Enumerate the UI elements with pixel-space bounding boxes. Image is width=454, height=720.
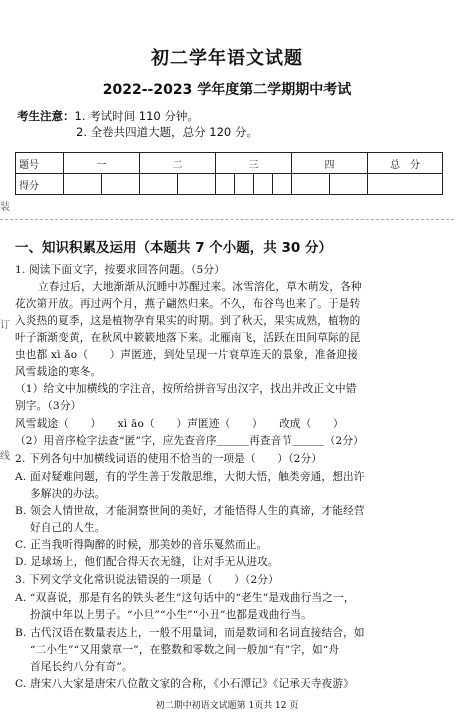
- score-cell[interactable]: [273, 174, 292, 195]
- score-table-header-row: [16, 153, 443, 174]
- score-cell[interactable]: [178, 174, 216, 195]
- exam-title: 初二学年语文试题: [151, 48, 303, 69]
- q3-option-b-cont: “二小生”“又用蒙章一”，在整数和零数之间一般加“有”字，如“舟: [30, 644, 340, 656]
- q3-option-a-cont: 扮演中年以上男子。“小旦”“小生”“小丑”也都是戏曲行当。: [30, 609, 312, 621]
- q3-option-c: C. 唐宋八大家是唐宋八位散文家的合称，《小石潭记》《记承天寺夜游》: [15, 678, 355, 690]
- score-cell[interactable]: [216, 174, 235, 195]
- binding-mark-ding: 订: [0, 320, 10, 331]
- q1-stem: 1. 阅读下面文字，按要求回答问题。（5分）: [15, 264, 226, 276]
- notice-label: 考生注意：: [17, 109, 75, 123]
- page-footer: 初二期中初语文试题第 1页共 12 页: [155, 701, 299, 711]
- exam-subtitle: 2022--2023 学年度第二学期期中考试: [102, 82, 352, 98]
- binding-mark-zhuang: 装: [0, 202, 10, 213]
- binding-mark-xian: 线: [0, 451, 10, 462]
- q1-passage-line: 叶子渐渐变黄，在秋风中簌簌地落下来。北雁南飞，活跃在田间草际的昆: [15, 332, 361, 344]
- q1-passage-line: 花次第开放。再过两个月，燕子翩然归来。不久，布谷鸟也来了。于是转: [15, 298, 361, 310]
- score-header-cell: 三: [216, 153, 292, 174]
- q1-subquestion-2[interactable]: （2）用音序检字法查“匿”字，应先查音序＿＿＿再查音节＿＿＿（2分）: [15, 435, 364, 447]
- binding-divider: [0, 219, 454, 220]
- score-cell[interactable]: [102, 174, 140, 195]
- q2-option-d: D. 足球场上，他们配合得天衣无缝，让对手无从进攻。: [15, 556, 279, 568]
- q1-subquestion-1: （1）给文中加横线的字注音，按所给拼音写出汉字，找出并改正文中错: [15, 383, 357, 395]
- notice-item-1: 1. 考试时间 110 分钟。: [74, 109, 199, 123]
- q1-passage-line: 入炎热的夏季，这是植物孕育果实的时期。到了秋天，果实成熟，植物的: [15, 315, 361, 327]
- score-header-cell: 一: [64, 153, 140, 174]
- score-header-cell: 题号: [16, 153, 64, 174]
- score-cell[interactable]: [292, 174, 330, 195]
- q1-answer-blanks[interactable]: 风雪载途（ ） xì āo（ ）声匿迹（ ） 改成（ ）: [15, 418, 344, 430]
- score-cell[interactable]: [254, 174, 273, 195]
- q3-option-b-cont2: 首尾长约八分有奇”。: [30, 661, 133, 673]
- q2-option-b: B. 领会人情世故，才能洞察世间的美好，才能悟得人生的真谛，才能经营: [15, 505, 365, 517]
- q2-stem: 2. 下列各句中加横线词语的使用不恰当的一项是（ ）（2分）: [15, 453, 323, 465]
- q1-passage-line: 虫也都 xì ǎo（ ）声匿迹，到处呈现一片衰草连天的景象，准备迎接: [15, 349, 359, 361]
- score-table-score-row: [16, 174, 443, 195]
- score-header-cell: 四: [292, 153, 368, 174]
- score-cell[interactable]: [140, 174, 178, 195]
- q2-option-c: C. 正当我听得陶醉的时候，那美妙的音乐戛然而止。: [15, 539, 268, 551]
- q3-option-b: B. 古代汉语在数量表达上，一般不用量词，而是数词和名词直接结合，如: [15, 627, 365, 639]
- q2-option-a-cont: 多解决的办法。: [30, 488, 106, 500]
- score-table: [15, 152, 443, 195]
- score-header-cell: 二: [140, 153, 216, 174]
- q3-option-a: A. “双喜说，那是有名的铁头老生”这句话中的“老生”是戏曲行当之一，: [15, 592, 355, 604]
- q2-option-a: A. 面对疑难问题，有的学生善于发散思维，大彻大悟，触类旁通，想出许: [15, 471, 365, 483]
- score-row-label: 得分: [16, 174, 64, 195]
- score-cell[interactable]: [368, 174, 443, 195]
- q1-subquestion-1-cont: 别字。（3分）: [15, 400, 82, 412]
- score-cell[interactable]: [235, 174, 254, 195]
- score-cell[interactable]: [64, 174, 102, 195]
- q2-option-b-cont: 好自己的人生。: [30, 522, 106, 534]
- notice-line-1: [17, 108, 199, 124]
- q3-stem: 3. 下列文学文化常识说法错误的一项是（ ）（2分）: [15, 574, 279, 586]
- section-1-heading: 一、知识积累及运用（本题共 7 个小题，共 30 分）: [15, 240, 332, 256]
- score-cell[interactable]: [330, 174, 368, 195]
- score-header-cell: 总 分: [368, 153, 443, 174]
- q1-passage-line: 风雪载途的寒冬。: [15, 366, 102, 378]
- notice-item-2: 2. 全卷共四道大题，总分 120 分。: [76, 125, 258, 139]
- q1-passage-line: 立春过后，大地渐渐从沉睡中苏醒过来。冰雪溶化，草木萌发，各种: [38, 281, 362, 293]
